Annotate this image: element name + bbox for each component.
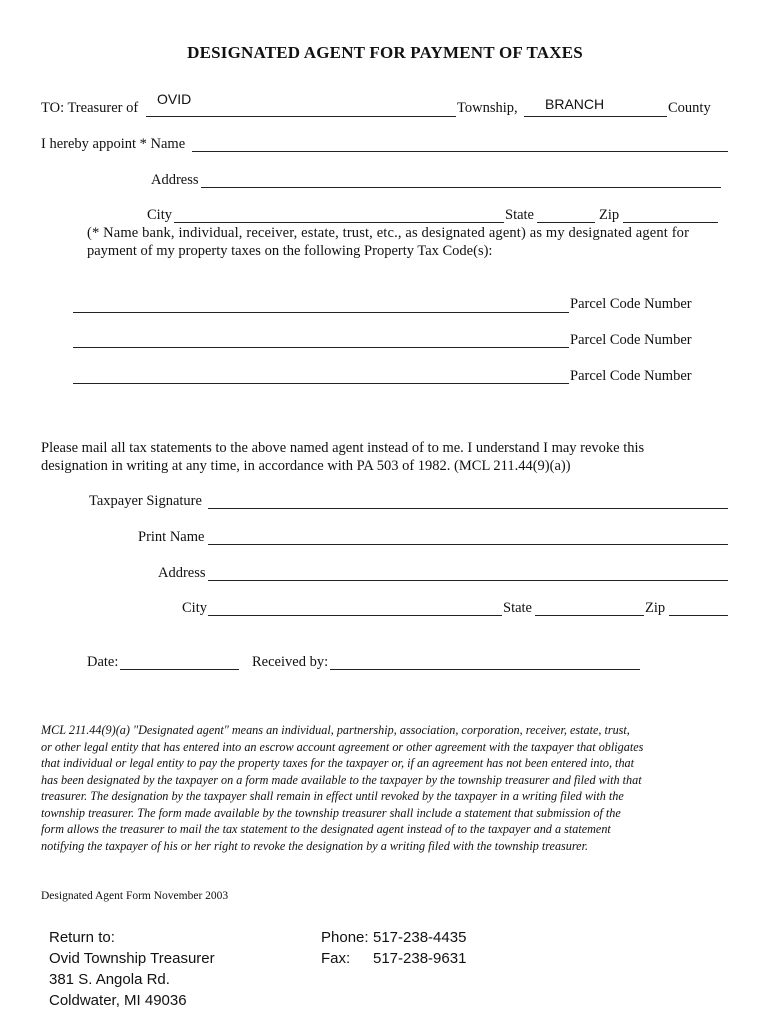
agent-note-line1: (* Name bank, individual, receiver, estate, trust, etc., as designated agent) as my designated agent for — [87, 225, 690, 241]
township-label: Township, — [457, 100, 518, 116]
mcl-line: that individual or legal entity to pay the property taxes for the taxpayer or, if an agreement has not been entered into, that — [41, 756, 635, 770]
agent-zip-label: Zip — [599, 207, 620, 223]
parcel-code-field-1[interactable] — [73, 312, 569, 313]
mcl-line: township treasurer. The form made available by the township treasurer shall include a statement that submission of the — [41, 805, 621, 820]
agent-name-field[interactable] — [192, 151, 728, 152]
parcel-code-field-3[interactable] — [73, 383, 569, 384]
mail-statement-line1: Please mail all tax statements to the above named agent instead of to me. I understand I may revoke this — [41, 440, 645, 456]
date-label: Date: — [87, 654, 119, 670]
agent-state-label: State — [505, 207, 534, 223]
form-title: DESIGNATED AGENT FOR PAYMENT OF TAXES — [187, 43, 583, 62]
fax-number: 517-238-9631 — [373, 950, 467, 967]
taxpayer-signature-field[interactable] — [208, 508, 728, 509]
taxpayer-state-label: State — [503, 600, 532, 616]
mcl-line: treasurer. The designation by the taxpayer shall remain in effect until revoked by the taxpayer in a writing filed with the — [41, 789, 624, 803]
taxpayer-city-field[interactable] — [208, 615, 502, 616]
county-label: County — [668, 100, 711, 116]
township-line[interactable] — [146, 116, 456, 117]
mcl-line: has been designated by the taxpayer on a form made available to the taxpayer by the township treasurer and filed with that — [41, 772, 642, 787]
parcel-code-label-3: Parcel Code Number — [570, 368, 692, 384]
taxpayer-signature-label: Taxpayer Signature — [89, 493, 202, 509]
agent-city-field[interactable] — [174, 222, 504, 223]
agent-city-label: City — [147, 207, 172, 223]
phone-label: Phone: — [321, 929, 369, 946]
county-line[interactable] — [524, 116, 667, 117]
print-name-field[interactable] — [208, 544, 728, 545]
mcl-line: notifying the taxpayer of his or her right to revoke the designation by a writing filed with the township treasurer. — [41, 838, 589, 853]
fax-label: Fax: — [321, 950, 351, 967]
return-to-city: Coldwater, MI 49036 — [49, 992, 187, 1009]
taxpayer-city-label: City — [182, 600, 207, 616]
appoint-name-label: I hereby appoint * Name — [41, 136, 186, 152]
mcl-line: or other legal entity that has entered into an escrow account agreement or other agreement with the taxpayer that obligates — [41, 739, 644, 754]
taxpayer-zip-field[interactable] — [669, 615, 728, 616]
taxpayer-address-label: Address — [158, 565, 206, 581]
form-version: Designated Agent Form November 2003 — [41, 890, 229, 902]
mail-statement-line2: designation in writing at any time, in accordance with PA 503 of 1982. (MCL 211.44(9)(a)) — [41, 458, 571, 474]
taxpayer-address-field[interactable] — [208, 580, 728, 581]
county-field[interactable]: BRANCH — [545, 96, 605, 112]
received-by-label: Received by: — [252, 654, 329, 670]
parcel-code-label-1: Parcel Code Number — [570, 296, 692, 312]
date-field[interactable] — [120, 669, 239, 670]
parcel-code-label-2: Parcel Code Number — [570, 332, 692, 348]
agent-zip-field[interactable] — [623, 222, 718, 223]
agent-address-field[interactable] — [201, 187, 721, 188]
mcl-line: form allows the treasurer to mail the tax statement to the designated agent instead of to the taxpayer and a statement — [41, 822, 611, 836]
to-treasurer-label: TO: Treasurer of — [41, 100, 139, 116]
print-name-label: Print Name — [138, 529, 205, 545]
agent-note-line2: payment of my property taxes on the following Property Tax Code(s): — [87, 243, 493, 259]
return-to-label: Return to: — [49, 929, 115, 946]
return-to-street: 381 S. Angola Rd. — [49, 971, 170, 988]
received-by-field[interactable] — [330, 669, 640, 670]
parcel-code-field-2[interactable] — [73, 347, 569, 348]
township-field[interactable]: OVID — [157, 91, 192, 107]
taxpayer-zip-label: Zip — [645, 600, 666, 616]
agent-address-label: Address — [151, 172, 199, 188]
phone-number: 517-238-4435 — [373, 929, 467, 946]
return-to-name: Ovid Township Treasurer — [49, 950, 215, 967]
taxpayer-state-field[interactable] — [535, 615, 644, 616]
agent-state-field[interactable] — [537, 222, 595, 223]
mcl-line: MCL 211.44(9)(a) "Designated agent" means an individual, partnership, association, corporation, receiver, estate, trust, — [41, 723, 630, 737]
mcl-definition — [41, 722, 731, 854]
